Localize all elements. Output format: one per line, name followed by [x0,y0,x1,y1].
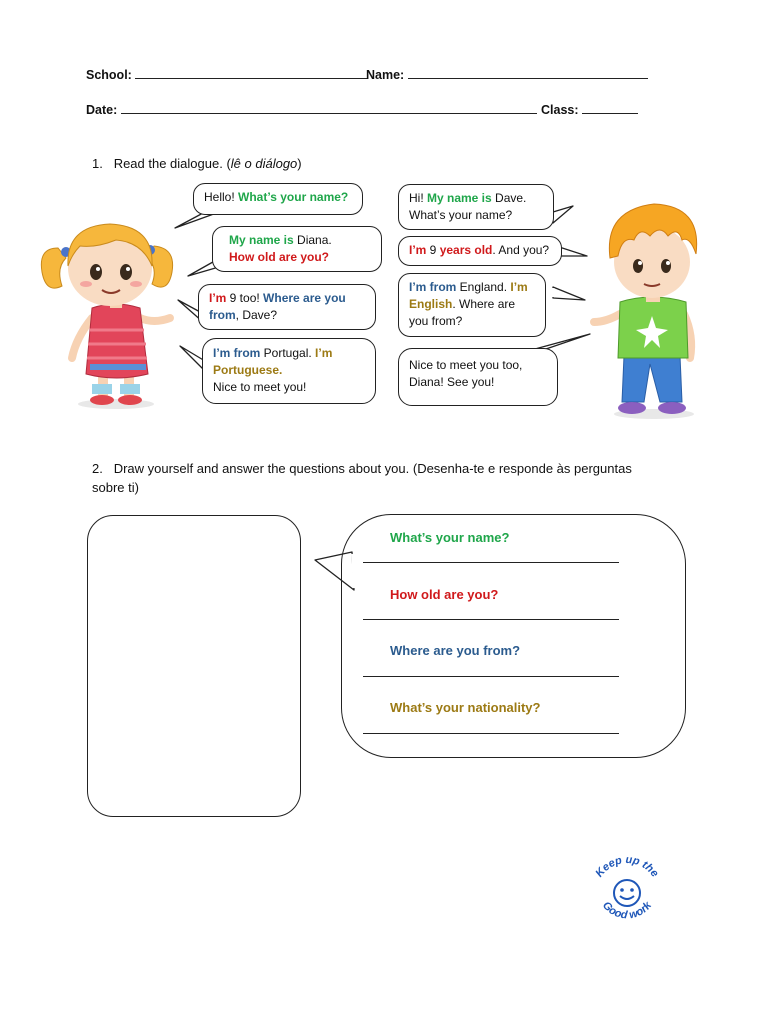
boy-character-illustration [590,196,720,422]
keep-up-good-work-stamp [584,850,670,936]
svg-text:Good work: Good work [599,899,655,922]
boy-bubble-1: Hi! My name is Dave. What’s your name? [398,184,554,230]
name-label: Name: [366,68,405,82]
girl-bubble-1: Hello! What’s your name? [193,183,363,215]
date-label: Date: [86,103,118,117]
girl-character-illustration [36,208,184,412]
boy-bubble-2: I’m 9 years old. And you? [398,236,562,266]
girl-bubble-3: I’m 9 too! Where are you from, Dave? [198,284,376,330]
boy-bubble-3: I’m from England. I’m English. Where are you from? [398,273,546,337]
boy-bubble-4: Nice to meet you too, Diana! See you! [398,348,558,406]
answer-line-age[interactable] [363,619,619,620]
girl-bubble-4: I’m from Portugal. I’m Portuguese. Nice to meet you! [202,338,376,404]
answer-line-nationality[interactable] [363,733,619,734]
question-name: What’s your name? [390,530,510,545]
answer-line-name[interactable] [363,562,619,563]
task2-instruction: 2. Draw yourself and answer the questions about you. (Desenha-te e responde às perguntas sobre ti) [92,461,632,495]
answer-bubble [341,514,686,758]
school-label: School: [86,68,132,82]
svg-text:Keep up the: Keep up the [593,853,661,880]
question-age: How old are you? [390,587,499,602]
task1-instruction: 1. Read the dialogue. (lê o diálogo) [92,156,302,171]
girl-bubble-2: My name is Diana. How old are you? [212,226,382,272]
class-label: Class: [541,103,579,117]
question-origin: Where are you from? [390,643,521,658]
drawing-box[interactable] [87,515,301,817]
question-nationality: What’s your nationality? [390,700,541,715]
answer-line-origin[interactable] [363,676,619,677]
